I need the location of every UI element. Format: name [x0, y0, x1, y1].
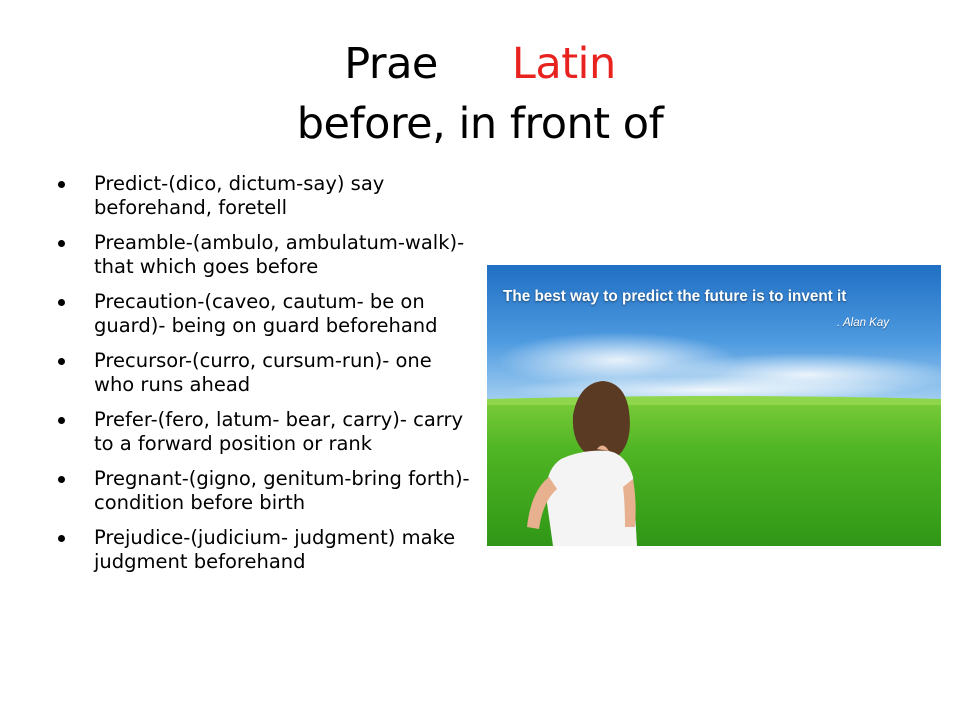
bullet-text: Pregnant-(gigno, genitum-bring forth)-condition before birth	[94, 467, 470, 514]
title-line-1	[80, 34, 880, 94]
list-item	[58, 408, 478, 456]
bullet-icon	[58, 299, 65, 306]
bullet-icon	[58, 535, 65, 542]
bullet-text: Preamble-(ambulo, ambulatum-walk)- that which goes before	[94, 231, 465, 278]
title-origin-language: Latin	[511, 39, 616, 89]
bullet-icon	[58, 181, 65, 188]
bullet-icon	[58, 358, 65, 365]
title-meaning: before, in front of	[296, 99, 664, 149]
list-item	[58, 467, 478, 515]
field-scene-image	[487, 265, 941, 546]
bullet-text: Precaution-(caveo, cautum- be on guard)- being on guard beforehand	[94, 290, 438, 337]
quote-text: The best way to predict the future is to invent it	[503, 288, 847, 305]
bullet-text: Prejudice-(judicium- judgment) make judgment beforehand	[94, 526, 456, 573]
list-item	[58, 172, 478, 220]
list-item	[58, 290, 478, 338]
list-item	[58, 349, 478, 397]
title-root-word: Prae	[344, 39, 438, 89]
list-item	[58, 231, 478, 279]
bullet-icon	[58, 417, 65, 424]
quote-attribution: . Alan Kay	[837, 317, 889, 329]
bullet-icon	[58, 240, 65, 247]
list-item	[58, 526, 478, 574]
slide-title	[80, 34, 880, 154]
bullet-text: Prefer-(fero, latum- bear, carry)- carry to a forward position or rank	[94, 408, 464, 455]
bullet-text: Predict-(dico, dictum-say) say beforehand, foretell	[94, 172, 385, 219]
quote-photo	[487, 265, 941, 546]
bullet-text: Precursor-(curro, cursum-run)- one who runs ahead	[94, 349, 432, 396]
bullet-icon	[58, 476, 65, 483]
bullet-list	[58, 172, 478, 585]
